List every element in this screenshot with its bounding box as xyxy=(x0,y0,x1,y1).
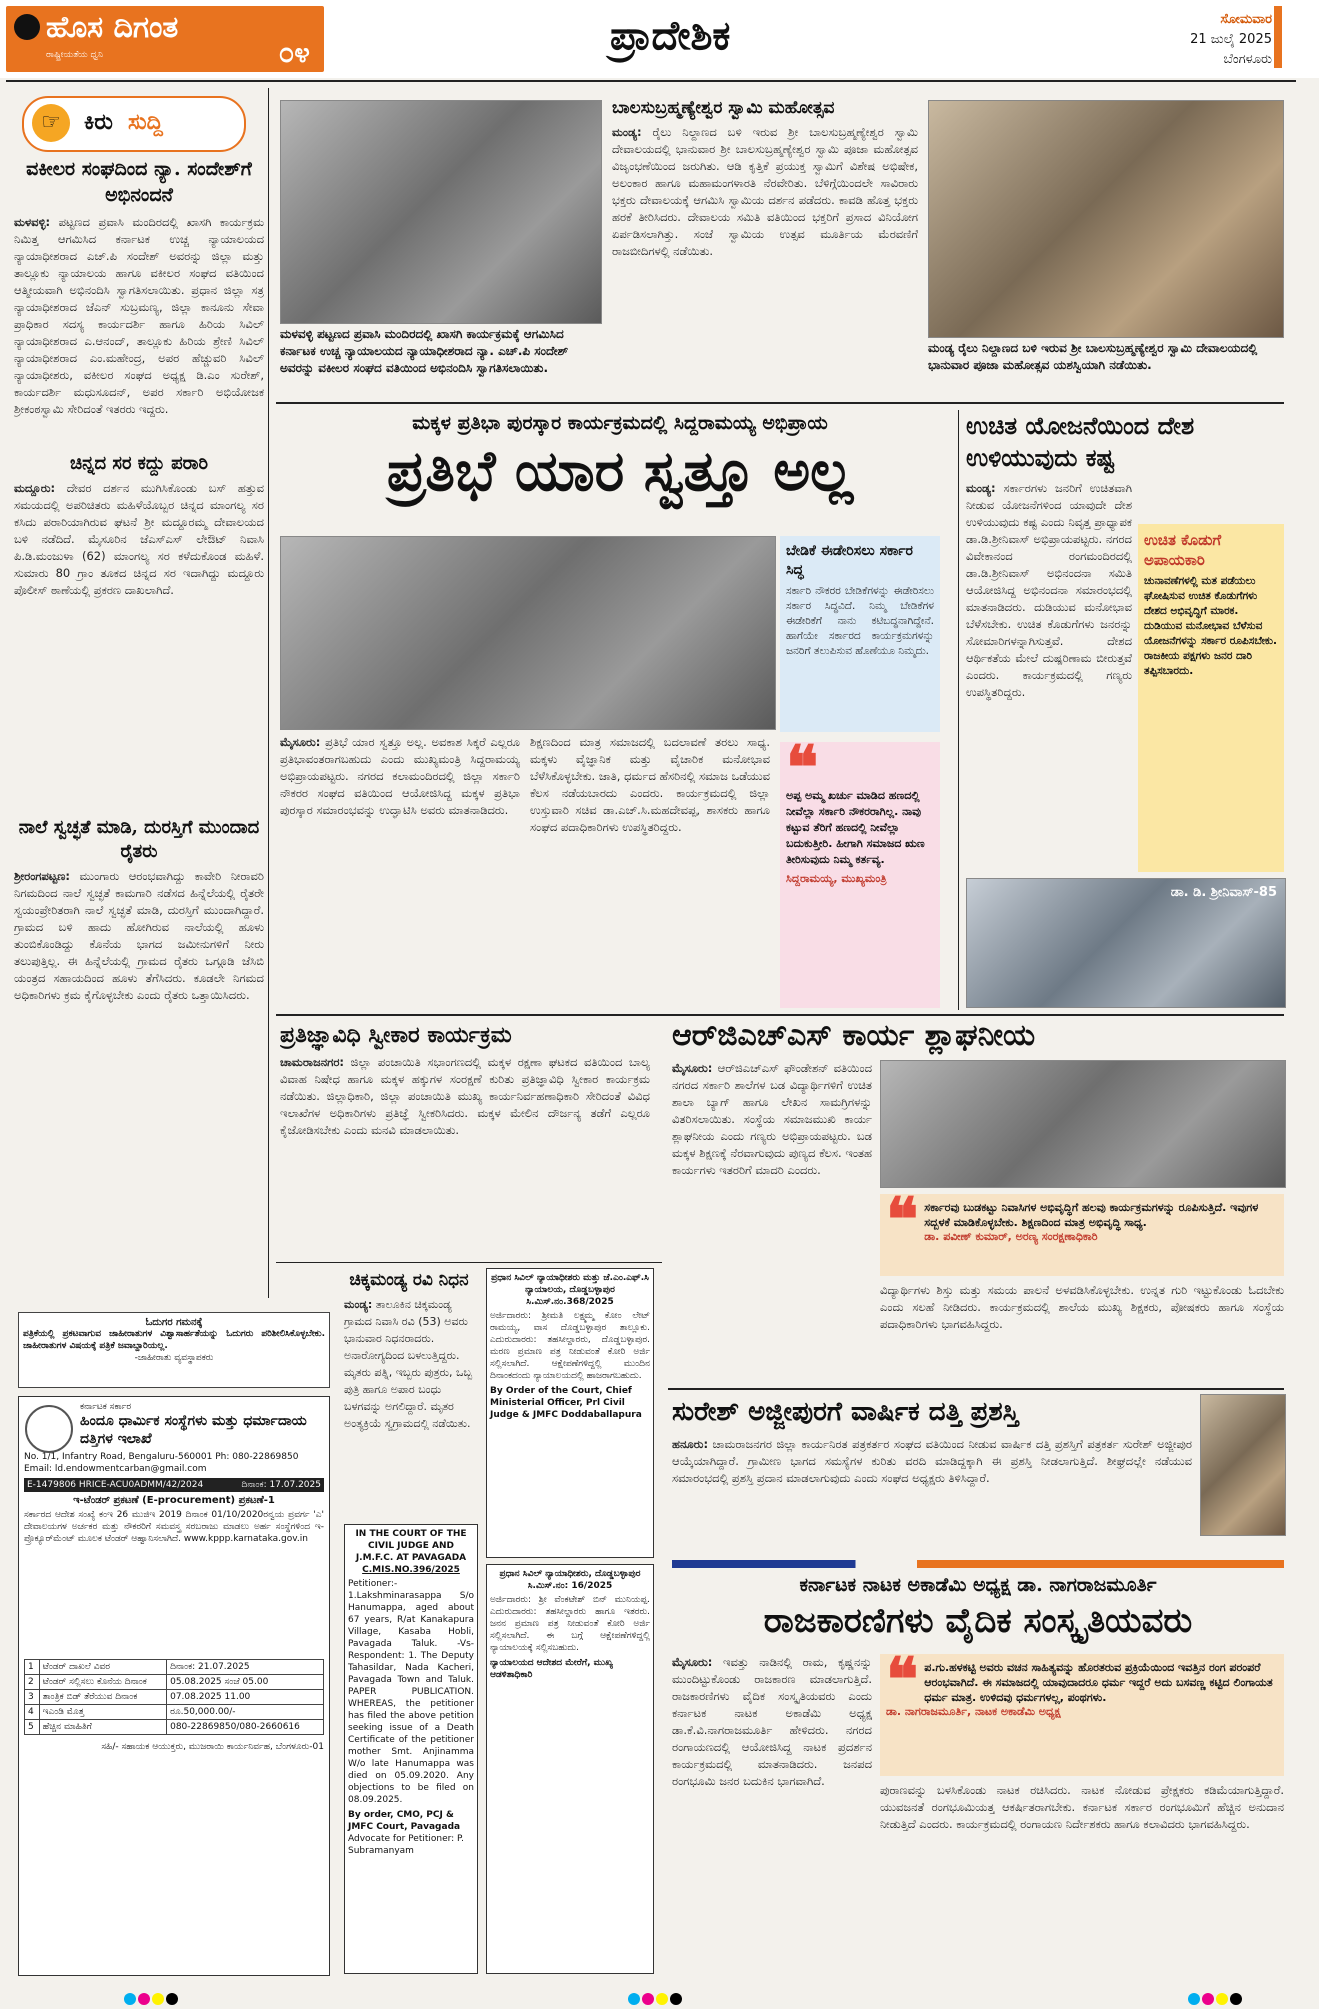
registration-marks-center xyxy=(628,1990,684,2009)
drama-quote-box xyxy=(880,1654,1284,1776)
court3-by: ನ್ಯಾಯಾಲಯದ ಆದೇಶದ ಮೇರೆಗೆ, ಮುಖ್ಯ ಆಡಳಿತಾಧಿಕಾರಿ xyxy=(490,1658,613,1680)
court-text: Petitioner:- 1.Lakshminarasappa S/o Hanumappa, aged about 67 years, R/at Kanakapura Village, Kasaba Hobli, Pavagada Taluk. -Vs- Respondent: 1. The Deputy Tahasildar, Nada Kacheri, Pavagada Town and Taluk. PAPER PUBLICATION. WHEREAS, the petitioner has filed the above petition seeking issue of a Death Certificate of the petitioner mother Smt. Anjinamma W/o late Hanumappa was died on 05.09.2020. Any objections to be filed on 08.09.2025. xyxy=(348,1579,474,1805)
masthead-tagline: ರಾಷ್ಟ್ರೀಯತೆಯ ಧ್ವನಿ xyxy=(46,50,103,60)
left-h2-place: ಮದ್ದೂರು: xyxy=(14,481,56,495)
pledge-text: ಜಿಲ್ಲಾ ಪಂಚಾಯಿತಿ ಸಭಾಂಗಣದಲ್ಲಿ ಮಕ್ಕಳ ರಕ್ಷಣಾ ಘಟಕದ ವತಿಯಿಂದ ಬಾಲ್ಯ ವಿವಾಹ ನಿಷೇಧ ಹಾಗೂ ಮಕ್ಕಳ ಹಕ್ಕುಗಳ ಸಂರಕ್ಷಣೆ ಕುರಿತು ಪ್ರತಿಜ್ಞಾವಿಧಿ ಸ್ವೀಕಾರ ಕಾರ್ಯಕ್ರಮ ನಡೆಯಿತು. ಜಿಲ್ಲಾಧಿಕಾರಿ, ಜಿಲ್ಲಾ ಪಂಚಾಯಿತಿ ಮುಖ್ಯ ಕಾರ್ಯನಿರ್ವಹಣಾಧಿಕಾರಿ ಸೇರಿದಂತೆ ವಿವಿಧ ಇಲಾಖೆಗಳ ಅಧಿಕಾರಿಗಳು ಪ್ರತಿಜ್ಞೆ ಸ್ವೀಕರಿಸಿದರು. ಮಕ್ಕಳ ಮೇಲಿನ ದೌರ್ಜನ್ಯ ತಡೆಗೆ ಎಲ್ಲರೂ ಕೈಜೋಡಿಸಬೇಕು ಎಂದು ಮನವಿ ಮಾಡಲಾಯಿತು. xyxy=(280,1055,650,1137)
lead-kicker: ಮಕ್ಕಳ ಪ್ರತಿಭಾ ಪುರಸ್ಕಾರ ಕಾರ್ಯಕ್ರಮದಲ್ಲಿ ಸಿದ್ದರಾಮಯ್ಯ ಅಭಿಪ್ರಾಯ xyxy=(412,412,828,434)
lead-place: ಮೈಸೂರು: xyxy=(280,735,321,749)
table-cell: ರೂ.50,000.00/- xyxy=(167,1705,324,1720)
quote-icon: ❝ xyxy=(886,1194,919,1255)
dateline-day: ಸೋಮವಾರ xyxy=(1220,12,1272,27)
table-cell: 07.08.2025 11.00 xyxy=(167,1690,324,1705)
photo-suresh xyxy=(1200,1394,1286,1536)
caption-judge: ಮಳವಳ್ಳಿ ಪಟ್ಟಣದ ಪ್ರವಾಸಿ ಮಂದಿರದಲ್ಲಿ ಖಾಸಗಿ ಕಾರ್ಯಕ್ರಮಕ್ಕೆ ಆಗಮಿಸಿದ ಕರ್ನಾಟಕ ಉಚ್ಚ ನ್ಯಾಯಾಲಯದ ನ್ಯಾಯಾಧೀಶರಾದ ನ್ಯಾ. ಎಚ್.ಪಿ ಸಂದೇಶ್ ಅವರನ್ನು ವಕೀಲರ ಸಂಘದ ವತಿಯಿಂದ ಅಭಿನಂದಿಸಿ ಸ್ವಾಗತಿಸಲಾಯಿತು. xyxy=(280,327,569,375)
header-rule xyxy=(6,80,1296,82)
table-cell: 4 xyxy=(25,1705,40,1720)
emblem-icon xyxy=(25,1405,73,1453)
yellow-mark xyxy=(1216,1993,1228,2005)
black-mark xyxy=(166,1993,178,2005)
dateline-city: ಬೆಂಗಳೂರು xyxy=(1223,52,1272,67)
photo-rghs-event xyxy=(880,1060,1286,1188)
table-row xyxy=(25,1660,324,1675)
caption-temple: ಮಂಡ್ಯ ರೈಲು ನಿಲ್ದಾಣದ ಬಳಿ ಇರುವ ಶ್ರೀ ಬಾಲಸುಬ್ರಹ್ಮಣ್ಯೇಶ್ವರ ಸ್ವಾಮಿ ದೇವಾಲಯದಲ್ಲಿ ಭಾನುವಾರ ಪೂಜಾ ಮಹೋತ್ಸವ ಯಶಸ್ವಿಯಾಗಿ ನಡೆಯಿತು. xyxy=(928,341,1258,372)
table-cell: 5 xyxy=(25,1720,40,1735)
lead-text2: ಶಿಕ್ಷಣದಿಂದ ಮಾತ್ರ ಸಮಾಜದಲ್ಲಿ ಬದಲಾವಣೆ ತರಲು ಸಾಧ್ಯ. ಮಕ್ಕಳು ವೈಜ್ಞಾನಿಕ ಮತ್ತು ವೈಚಾರಿಕ ಮನೋಭಾವ ಬೆಳೆಸಿಕೊಳ್ಳಬೇಕು. ಜಾತಿ, ಧರ್ಮದ ಹೆಸರಿನಲ್ಲಿ ಸಮಾಜ ಒಡೆಯುವ ಕೆಲಸ ನಡೆಯಬಾರದು ಎಂದರು. ಕಾರ್ಯಕ್ರಮದಲ್ಲಿ ಜಿಲ್ಲಾ ಉಸ್ತುವಾರಿ ಸಚಿವ ಡಾ.ಎಚ್.ಸಿ.ಮಹದೇವಪ್ಪ, ಶಾಸಕರು ಹಾಗೂ ಸಂಘದ ಪದಾಧಿಕಾರಿಗಳು ಉಪಸ್ಥಿತರಿದ್ದರು. xyxy=(530,735,770,834)
lead-text1: ಪ್ರತಿಭೆ ಯಾರ ಸ್ವತ್ತೂ ಅಲ್ಲ. ಅವಕಾಶ ಸಿಕ್ಕರೆ ಎಲ್ಲರೂ ಪ್ರತಿಭಾವಂತರಾಗಬಹುದು ಎಂದು ಮುಖ್ಯಮಂತ್ರಿ ಸಿದ್ದರಾಮಯ್ಯ ಅಭಿಪ್ರಾಯಪಟ್ಟರು. ನಗರದ ಕಲಾಮಂದಿರದಲ್ಲಿ ಜಿಲ್ಲಾ ಸರ್ಕಾರಿ ನೌಕರರ ಸಂಘದ ವತಿಯಿಂದ ಆಯೋಜಿಸಿದ್ದ ಮಕ್ಕಳ ಪ್ರತಿಭಾ ಪುರಸ್ಕಾರ ಸಮಾರಂಭವನ್ನು ಉದ್ಘಾಟಿಸಿ ಅವರು ಮಾತನಾಡಿದರು. xyxy=(280,735,520,817)
section-title: ಪ್ರಾದೇಶಿಕ xyxy=(610,12,731,59)
magenta-mark xyxy=(138,1993,150,2005)
award-place: ಹನೂರು: xyxy=(672,1437,709,1451)
registration-marks-right xyxy=(1188,1990,1244,2009)
logo-icon xyxy=(14,14,40,40)
drama-headline: ರಾಜಕಾರಣಿಗಳು ವೈದಿಕ ಸಂಸ್ಕೃತಿಯವರು xyxy=(763,1601,1193,1641)
ad-gov: ಕರ್ನಾಟಕ ಸರ್ಕಾರ xyxy=(80,1402,132,1412)
court2-by: By Order of the Court, Chief Ministerial Officer, Prl Civil Judge & JMFC Doddaballapura xyxy=(490,1386,642,1420)
table-cell: ಹೆಚ್ಚಿನ ಮಾಹಿತಿಗೆ xyxy=(39,1720,167,1735)
drama-quote: ಪ.ಗು.ಹಳಕಟ್ಟಿ ಅವರು ವಚನ ಸಾಹಿತ್ಯವನ್ನು ಹೊರತರುವ ಪ್ರಕ್ರಿಯೆಯಿಂದ ಇವತ್ತಿನ ರಂಗ ಪರಂಪರೆ ಆರಂಭವಾಗಿದೆ. ಈ ಸಮಾಜದಲ್ಲಿ ಯಾವುದಾದರೂ ಧರ್ಮ ಇದ್ದರೆ ಅದು ಬಸವಣ್ಣ ಕಟ್ಟಿದ ಲಿಂಗಾಯತ ಧರ್ಮ ಮಾತ್ರ. ಉಳಿದವು ಧರ್ಮಗಳಲ್ಲ, ಪಂಥಗಳು. xyxy=(924,1661,1273,1704)
lead-quote: ಅಪ್ಪ ಅಮ್ಮ ಖರ್ಚು ಮಾಡಿದ ಹಣದಲ್ಲಿ ನೀವೆಲ್ಲಾ ಸರ್ಕಾರಿ ನೌಕರರಾಗಿಲ್ಲ. ನಾವು ಕಟ್ಟುವ ತೆರಿಗೆ ಹಣದಲ್ಲಿ ನೀವೆಲ್ಲಾ ಬದುಕುತ್ತೀರಿ. ಹೀಗಾಗಿ ಸಮಾಜದ ಋಣ ತೀರಿಸುವುದು ನಿಮ್ಮ ಕರ್ತವ್ಯ. xyxy=(786,789,925,866)
court-adv: Advocate for Petitioner: P. Subramanyam xyxy=(348,1834,464,1856)
notice-text: ಪತ್ರಿಕೆಯಲ್ಲಿ ಪ್ರಕಟವಾಗುವ ಜಾಹೀರಾತುಗಳ ವಿಶ್ವಾಸಾರ್ಹತೆಯನ್ನು ಓದುಗರು ಪರಿಶೀಲಿಸಿಕೊಳ್ಳಬೇಕು. ಜಾಹೀರಾತುಗಳ ವಿಷಯಕ್ಕೆ ಪತ್ರಿಕೆ ಜವಾಬ್ದಾರಿಯಲ್ಲ. xyxy=(23,1329,325,1351)
court-by: By order, CMO, PCJ & JMFC Court, Pavagada xyxy=(348,1810,461,1832)
story-pledge xyxy=(280,1020,650,1256)
rghs-text2: ವಿದ್ಯಾರ್ಥಿಗಳು ಶಿಸ್ತು ಮತ್ತು ಸಮಯ ಪಾಲನೆ ಅಳವಡಿಸಿಕೊಳ್ಳಬೇಕು. ಉನ್ನತ ಗುರಿ ಇಟ್ಟುಕೊಂಡು ಓದಬೇಕು ಎಂದು ಸಲಹೆ ನೀಡಿದರು. ಕಾರ್ಯಕ್ರಮದಲ್ಲಿ ಶಾಲೆಯ ಮುಖ್ಯ ಶಿಕ್ಷಕರು, ಪೋಷಕರು ಹಾಗೂ ಸಂಸ್ಥೆಯ ಪದಾಧಿಕಾರಿಗಳು ಭಾಗವಹಿಸಿದ್ದರು. xyxy=(880,1283,1284,1331)
award-headline: ಸುರೇಶ್ ಅಜ್ಜೀಪುರಗೆ ವಾರ್ಷಿಕ ದತ್ತಿ ಪ್ರಶಸ್ತಿ xyxy=(672,1397,1019,1427)
lead-headline: ಪ್ರತಿಭೆ ಯಾರ ಸ್ವತ್ತೂ ಅಲ್ಲ xyxy=(386,438,854,504)
hand-icon: ☞ xyxy=(32,104,70,142)
rghs-headline: ಆರ್‌ಜಿಎಚ್‌ಎಸ್ ಕಾರ್ಯ ಶ್ಲಾಘನೀಯ xyxy=(672,1018,1036,1053)
ad-subtitle: ಇ-ಟೆಂಡರ್ ಪ್ರಕಟಣೆ (E-procurement) ಪ್ರಕಟಣೆ-1 xyxy=(73,1495,275,1506)
court3-case: ಸಿ.ಮಿಸ್.ನಂ: 16/2025 xyxy=(527,1581,613,1591)
court-notice-2 xyxy=(486,1268,654,1558)
kirusuddi-label-a: ಕಿರು xyxy=(84,110,113,135)
obit-place: ಮಂಡ್ಯ: xyxy=(344,1298,373,1311)
photo-temple-pooja xyxy=(928,100,1284,338)
table-cell: ಇಎಂಡಿ ಮೊತ್ತ xyxy=(39,1705,167,1720)
magenta-mark xyxy=(642,1993,654,2005)
table-cell: ಟೆಂಡರ್ ದಾಖಲೆ ವಿವರ xyxy=(39,1660,167,1675)
table-row xyxy=(25,1720,324,1735)
column-rule-2 xyxy=(958,410,959,1010)
yellow-mark xyxy=(152,1993,164,2005)
cyan-mark xyxy=(628,1993,640,2005)
ad-refbar xyxy=(24,1478,324,1492)
award-body: ಚಾಮರಾಜನಗರ ಜಿಲ್ಲಾ ಕಾರ್ಯನಿರತ ಪತ್ರಕರ್ತರ ಸಂಘದ ವತಿಯಿಂದ ನೀಡುವ ವಾರ್ಷಿಕ ದತ್ತಿ ಪ್ರಶಸ್ತಿಗೆ ಪತ್ರಕರ್ತ ಸುರೇಶ್ ಅಜ್ಜೀಪುರ ಆಯ್ಕೆಯಾಗಿದ್ದಾರೆ. ಗ್ರಾಮೀಣ ಭಾಗದ ಸಮಸ್ಯೆಗಳ ಕುರಿತು ವರದಿ ಮಾಡಿದ್ದಕ್ಕಾಗಿ ಈ ಪ್ರಶಸ್ತಿ ನೀಡಲಾಗುತ್ತಿದೆ. ಶೀಘ್ರದಲ್ಲೇ ನಡೆಯುವ ಸಮಾರಂಭದಲ್ಲಿ ಪ್ರಶಸ್ತಿ ಪ್ರದಾನ ಮಾಡಲಾಗುವುದು ಎಂದು ಸಂಘದ ಅಧ್ಯಕ್ಷರು ತಿಳಿಸಿದ್ದಾರೆ. xyxy=(672,1437,1192,1485)
left-headline-1: ವಕೀಲರ ಸಂಘದಿಂದ ನ್ಯಾ. ಸಂದೇಶ್‌ಗೆ ಅಭಿನಂದನೆ xyxy=(26,158,252,206)
award-rule xyxy=(668,1388,1284,1390)
photo-label: ಡಾ. ಡಿ. ಶ್ರೀನಿವಾಸ್-85 xyxy=(1170,885,1277,900)
table-cell: 1 xyxy=(25,1660,40,1675)
right-headline: ಉಚಿತ ಯೋಜನೆಯಿಂದ ದೇಶ ಉಳಿಯುವುದು ಕಷ್ಟ xyxy=(966,411,1195,472)
court3-title: ಪ್ರಧಾನ ಸಿವಿಲ್ ನ್ಯಾಯಾಧೀಶರು, ದೊಡ್ಡಬಳ್ಳಾಪುರ xyxy=(499,1569,641,1579)
photo-award-ceremony xyxy=(280,536,776,730)
pledge-place: ಚಾಮರಾಜನಗರ: xyxy=(280,1055,345,1069)
table-cell: 05.08.2025 ಸಂಜೆ 05.00 xyxy=(167,1675,324,1690)
obit-rule xyxy=(276,1262,662,1263)
rghs-quote-by: ಡಾ. ಪವೀಣ್ ಕುಮಾರ್, ಅರಣ್ಯ ಸಂರಕ್ಷಣಾಧಿಕಾರಿ xyxy=(924,1230,1098,1243)
obit-headline: ಚಿಕ್ಕಮಂಡ್ಯ ರವಿ ನಿಧನ xyxy=(349,1270,469,1290)
dateline-date: 21 ಜುಲೈ 2025 xyxy=(1190,32,1272,47)
table-cell: 080-22869850/080-2660616 xyxy=(167,1720,324,1735)
masthead xyxy=(6,6,324,72)
story-obit xyxy=(344,1268,474,1518)
table-cell: 2 xyxy=(25,1675,40,1690)
drama-quote-by: ಡಾ. ನಾಗರಾಜಮೂರ್ತಿ, ನಾಟಕ ಅಕಾಡೆಮಿ ಅಧ್ಯಕ್ಷ xyxy=(886,1705,1061,1718)
magenta-mark xyxy=(1202,1993,1214,2005)
yellow-box xyxy=(1138,524,1284,872)
obit-text: ತಾಲೂಕಿನ ಚಿಕ್ಕಮಂಡ್ಯ ಗ್ರಾಮದ ನಿವಾಸಿ ರವಿ (53) ಅವರು ಭಾನುವಾರ ನಿಧನರಾದರು. ಅನಾರೋಗ್ಯದಿಂದ ಬಳಲುತ್ತಿದ್ದರು. ಮೃತರು ಪತ್ನಿ, ಇಬ್ಬರು ಪುತ್ರರು, ಒಬ್ಬ ಪುತ್ರಿ ಹಾಗೂ ಅಪಾರ ಬಂಧು ಬಳಗವನ್ನು ಅಗಲಿದ್ದಾರೆ. ಮೃತರ ಅಂತ್ಯಕ್ರಿಯೆ ಸ್ವಗ್ರಾಮದಲ್ಲಿ ನಡೆಯಿತು. xyxy=(344,1298,473,1430)
table-row xyxy=(25,1690,324,1705)
blue-box-text: ಸರ್ಕಾರಿ ನೌಕರರ ಬೇಡಿಕೆಗಳನ್ನು ಈಡೇರಿಸಲು ಸರ್ಕಾರ ಸಿದ್ಧವಿದೆ. ನಿಮ್ಮ ಬೇಡಿಕೆಗಳ ಈಡೇರಿಕೆಗೆ ನಾನು ಕಟಿಬದ್ಧನಾಗಿದ್ದೇನೆ. ಹಾಗೆಯೇ ಸರ್ಕಾರದ ಕಾರ್ಯಕ್ರಮಗಳನ್ನು ಜನರಿಗೆ ತಲುಪಿಸುವ ಹೊಣೆಯೂ ನಿಮ್ಮದು. xyxy=(786,585,934,657)
drama-text1 xyxy=(672,1654,872,1974)
photo-judge-felicitation xyxy=(280,100,602,324)
dateline xyxy=(1106,10,1272,70)
drama-text2: ಪುರಾಣವನ್ನು ಬಳಸಿಕೊಂಡು ನಾಟಕ ರಚಿಸಿದರು. ನಾಟಕ ನೋಡುವ ಪ್ರೇಕ್ಷಕರು ಕಡಿಮೆಯಾಗುತ್ತಿದ್ದಾರೆ. ಯುವಜನತೆ ರಂಗಭೂಮಿಯತ್ತ ಆಕರ್ಷಿತರಾಗಬೇಕು. ಕರ್ನಾಟಕ ಸರ್ಕಾರ ರಂಗಭೂಮಿಗೆ ಹೆಚ್ಚಿನ ಅನುದಾನ ನೀಡುತ್ತಿದೆ ಎಂದರು. ಕಾರ್ಯಕ್ರಮದಲ್ಲಿ ರಂಗಾಯಣ ನಿರ್ದೇಶಕರು ಹಾಗೂ ಕಲಾವಿದರು ಭಾಗವಹಿಸಿದ್ದರು. xyxy=(880,1783,1284,1831)
cyan-mark xyxy=(124,1993,136,2005)
ad-table xyxy=(24,1659,324,1735)
masthead-title: ಹೊಸ ದಿಗಂತ xyxy=(46,10,179,45)
accent-bar xyxy=(1274,6,1282,68)
rghs-quote: ಸರ್ಕಾರವು ಬುಡಕಟ್ಟು ನಿವಾಸಿಗಳ ಅಭಿವೃದ್ಧಿಗೆ ಹಲವು ಕಾರ್ಯಕ್ರಮಗಳನ್ನು ರೂಪಿಸುತ್ತಿದೆ. ಇವುಗಳ ಸದ್ಬಳಕೆ ಮಾಡಿಕೊಳ್ಳಬೇಕು. ಶಿಕ್ಷಣದಿಂದ ಮಾತ್ರ ಅಭಿವೃದ್ಧಿ ಸಾಧ್ಯ. xyxy=(924,1201,1259,1229)
ad-address: No. 1/1, Infantry Road, Bengaluru-560001 Ph: 080-22869850 Email: ld.endowmentcarban@gmail.com xyxy=(24,1452,299,1474)
rghs-place: ಮೈಸೂರು: xyxy=(672,1061,713,1075)
ad-body: ಸರ್ಕಾರದ ಆದೇಶ ಸಂಖ್ಯೆ ಕಂಇ 26 ಮುಜಿಇ 2019 ದಿನಾಂಕ 01/10/2020ರನ್ವಯ ಪ್ರವರ್ಗ 'ಎ' ದೇವಾಲಯಗಳ ಅರ್ಚಕರ ಮತ್ತು ನೌಕರರಿಗೆ ಸಮವಸ್ತ್ರ ಸರಬರಾಜು ಮಾಡಲು ಅರ್ಹ ಸಂಸ್ಥೆಗಳಿಂದ ಇ-ಪ್ರೊಕ್ಯೂರ್‌ಮೆಂಟ್ ಮೂಲಕ ಟೆಂಡರ್ ಆಹ್ವಾನಿಸಲಾಗಿದೆ. www.kppp.karnataka.gov.in xyxy=(24,1510,324,1544)
left-headline-3: ನಾಲೆ ಸ್ವಚ್ಛತೆ ಮಾಡಿ, ದುರಸ್ತಿಗೆ ಮುಂದಾದ ರೈತರು xyxy=(18,817,260,862)
kirusuddi-badge xyxy=(22,96,246,152)
table-cell: 3 xyxy=(25,1690,40,1705)
yellow-box-title: ಉಚಿತ ಕೊಡುಗೆ ಅಪಾಯಕಾರಿ xyxy=(1144,531,1222,569)
rghs-body: ಆರ್‌ಜಿಎಚ್‌ಎಸ್ ಫೌಂಡೇಶನ್ ವತಿಯಿಂದ ನಗರದ ಸರ್ಕಾರಿ ಶಾಲೆಗಳ ಬಡ ವಿದ್ಯಾರ್ಥಿಗಳಿಗೆ ಉಚಿತ ಶಾಲಾ ಬ್ಯಾಗ್ ಹಾಗೂ ಲೇಖನ ಸಾಮಗ್ರಿಗಳನ್ನು ವಿತರಿಸಲಾಯಿತು. ಸಂಸ್ಥೆಯ ಸಮಾಜಮುಖಿ ಕಾರ್ಯ ಶ್ಲಾಘನೀಯ ಎಂದು ಗಣ್ಯರು ಅಭಿಪ್ರಾಯಪಟ್ಟರು. ಬಡ ಮಕ್ಕಳ ಶಿಕ್ಷಣಕ್ಕೆ ನೆರವಾಗುವುದು ಪುಣ್ಯದ ಕೆಲಸ. ಇಂತಹ ಕಾರ್ಯಗಳು ಇತರರಿಗೆ ಮಾದರಿ ಎಂದರು. xyxy=(672,1061,872,1177)
notice-sign: -ಜಾಹೀರಾತು ವ್ಯವಸ್ಥಾಪಕರು xyxy=(134,1353,214,1363)
court2-text: ಅರ್ಜಿದಾರರು: ಶ್ರೀಮತಿ ಲಕ್ಷ್ಮಮ್ಮ ಕೋಂ ಲೇಟ್ ರಾಮಯ್ಯ, ವಾಸ ದೊಡ್ಡಬಳ್ಳಾಪುರ ತಾಲ್ಲೂಕು. ಎದುರುದಾರರು: ತಹಸೀಲ್ದಾರರು, ದೊಡ್ಡಬಳ್ಳಾಪುರ. ಮರಣ ಪ್ರಮಾಣ ಪತ್ರ ನೀಡುವಂತೆ ಕೋರಿ ಅರ್ಜಿ ಸಲ್ಲಿಸಲಾಗಿದೆ. ಆಕ್ಷೇಪಣೆಗಳಿದ್ದಲ್ಲಿ ಮುಂದಿನ ದಿನಾಂಕದಂದು ನ್ಯಾಯಾಲಯದಲ್ಲಿ ಹಾಜರಾಗಬಹುದು. xyxy=(490,1311,650,1381)
cyan-mark xyxy=(1188,1993,1200,2005)
ad-footer: ಸಹಿ/- ಸಹಾಯಕ ಆಯುಕ್ತರು, ಮುಜರಾಯಿ ಕಾರ್ಯನಿರ್ವಹ, ಬೆಂಗಳೂರು-01 xyxy=(101,1742,324,1752)
black-mark xyxy=(1230,1993,1242,2005)
quote-icon: ❝ xyxy=(786,742,819,803)
bala-text: ರೈಲು ನಿಲ್ದಾಣದ ಬಳಿ ಇರುವ ಶ್ರೀ ಬಾಲಸುಬ್ರಹ್ಮಣ್ಯೇಶ್ವರ ಸ್ವಾಮಿ ದೇವಾಲಯದಲ್ಲಿ ಭಾನುವಾರ ಶ್ರೀ ಬಾಲಸುಬ್ರಹ್ಮಣ್ಯೇಶ್ವರ ಸ್ವಾಮಿ ಪೂಜಾ ಮಹೋತ್ಸವ ವಿಜೃಂಭಣೆಯಿಂದ ಜರುಗಿತು. ಆಡಿ ಕೃತ್ತಿಕೆ ಪ್ರಯುಕ್ತ ಸ್ವಾಮಿಗೆ ವಿಶೇಷ ಅಭಿಷೇಕ, ಅಲಂಕಾರ ಹಾಗೂ ಮಹಾಮಂಗಳಾರತಿ ನೆರವೇರಿತು. ಬೆಳಿಗ್ಗೆಯಿಂದಲೇ ಸಾವಿರಾರು ಭಕ್ತರು ದೇವಾಲಯಕ್ಕೆ ಆಗಮಿಸಿ ಸ್ವಾಮಿಯ ದರ್ಶನ ಪಡೆದರು. ಕಾವಡಿ ಹೊತ್ತ ಭಕ್ತರು ಹರಕೆ ತೀರಿಸಿದರು. ದೇವಾಲಯ ಸಮಿತಿ ವತಿಯಿಂದ ಭಕ್ತರಿಗೆ ಪ್ರಸಾದ ವಿನಿಯೋಗ ಏರ್ಪಡಿಸಲಾಗಿತ್ತು. ಸಂಜೆ ಸ್ವಾಮಿಯ ಉತ್ಸವ ಮೂರ್ತಿಯ ಮೆರವಣಿಗೆ ರಾಜಬೀದಿಗಳಲ್ಲಿ ನಡೆಯಿತು. xyxy=(612,125,918,258)
court-case: C.MIS.NO.396/2025 xyxy=(362,1565,460,1575)
left-h1-text: ಪಟ್ಟಣದ ಪ್ರವಾಸಿ ಮಂದಿರದಲ್ಲಿ ಖಾಸಗಿ ಕಾರ್ಯಕ್ರಮ ನಿಮಿತ್ತ ಆಗಮಿಸಿದ ಕರ್ನಾಟಕ ಉಚ್ಚ ನ್ಯಾಯಾಲಯದ ನ್ಯಾಯಾಧೀಶರಾದ ಎಚ್.ಪಿ ಸಂದೇಶ್ ಅವರನ್ನು ಜಿಲ್ಲಾ ಮತ್ತು ತಾಲ್ಲೂಕು ನ್ಯಾಯಾಲಯ ಹಾಗೂ ವಕೀಲರ ಸಂಘದ ವತಿಯಿಂದ ಆತ್ಮೀಯವಾಗಿ ಅಭಿನಂದಿಸಿ ಸ್ವಾಗತಿಸಲಾಯಿತು. ಪ್ರಧಾನ ಜಿಲ್ಲಾ ಸತ್ರ ನ್ಯಾಯಾಧೀಶರಾದ ಜೆಎನ್ ಸುಬ್ರಮಣ್ಯ, ಜಿಲ್ಲಾ ಕಾನೂನು ಸೇವಾ ಪ್ರಾಧಿಕಾರ ಸದಸ್ಯ ಕಾರ್ಯದರ್ಶಿ ಹಾಗೂ ಹಿರಿಯ ಸಿವಿಲ್ ನ್ಯಾಯಾಧೀಶರಾದ ಎ.ಆನಂದ್, ತಾಲ್ಲೂಕು ಹಿರಿಯ ಶ್ರೇಣಿ ಸಿವಿಲ್ ನ್ಯಾಯಾಧೀಶರಾದ ಎಂ.ಮಹೇಂದ್ರ, ಅಪರ ಹೆಚ್ಚುವರಿ ಸಿವಿಲ್ ನ್ಯಾಯಾಧೀಶರು, ವಕೀಲರ ಸಂಘದ ಅಧ್ಯಕ್ಷ ಡಿ.ಎಂ ಸುರೇಶ್, ಕಾರ್ಯದರ್ಶಿ ಮಧುಸೂದನ್, ಅಪರ ಸರ್ಕಾರಿ ಅಭಿಯೋಜಕ ಶ್ರೀಕಂಠಸ್ವಾಮಿ ಸೇರಿದಂತೆ ಇತರರು ಇದ್ದರು. xyxy=(14,215,264,416)
column-rule xyxy=(268,88,269,1298)
drama-kicker: ಕರ್ನಾಟಕ ನಾಟಕ ಅಕಾಡೆಮಿ ಅಧ್ಯಕ್ಷ ಡಾ. ನಾಗರಾಜಮೂರ್ತಿ xyxy=(799,1574,1157,1596)
right-body: ಸರ್ಕಾರಗಳು ಜನರಿಗೆ ಉಚಿತವಾಗಿ ನೀಡುವ ಯೋಜನೆಗಳಿಂದ ಯಾವುದೇ ದೇಶ ಉಳಿಯುವುದು ಕಷ್ಟ ಎಂದು ನಿವೃತ್ತ ಪ್ರಾಧ್ಯಾಪಕ ಡಾ.ಡಿ.ಶ್ರೀನಿವಾಸ್ ಅಭಿಪ್ರಾಯಪಟ್ಟರು. ನಗರದ ವಿವೇಕಾನಂದ ರಂಗಮಂದಿರದಲ್ಲಿ ಡಾ.ಡಿ.ಶ್ರೀನಿವಾಸ್ ಅಭಿನಂದನಾ ಸಮಿತಿ ಆಯೋಜಿಸಿದ್ದ ಅಭಿನಂದನಾ ಸಮಾರಂಭದಲ್ಲಿ ಮಾತನಾಡಿದರು. ದುಡಿಯುವ ಮನೋಭಾವ ಬೆಳೆಸಬೇಕು. ಉಚಿತ ಕೊಡುಗೆಗಳು ಜನರನ್ನು ಸೋಮಾರಿಗಳನ್ನಾಗಿಸುತ್ತವೆ. ದೇಶದ ಆರ್ಥಿಕತೆಯ ಮೇಲೆ ದುಷ್ಪರಿಣಾಮ ಬೀರುತ್ತವೆ ಎಂದರು. ಕಾರ್ಯಕ್ರಮದಲ್ಲಿ ಗಣ್ಯರು ಉಪಸ್ಥಿತರಿದ್ದರು. xyxy=(966,481,1132,699)
black-mark xyxy=(670,1993,682,2005)
court-notice-3 xyxy=(486,1564,654,1974)
bala-place: ಮಂಡ್ಯ: xyxy=(612,125,642,139)
story-balasubrahmanya xyxy=(612,96,918,396)
left-headline-2: ಚಿನ್ನದ ಸರ ಕದ್ದು ಪರಾರಿ xyxy=(69,453,209,474)
drama-place: ಮೈಸೂರು: xyxy=(672,1655,713,1669)
court-title: IN THE COURT OF THE CIVIL JUDGE AND J.M.F.C. AT PAVAGADA xyxy=(355,1529,467,1563)
page-number: ೦೪ xyxy=(278,36,310,69)
ad-ref: E-1479806 HRICE-ACU0ADMM/42/2024 xyxy=(27,1480,204,1490)
table-row xyxy=(25,1675,324,1690)
left-h1-place: ಮಳವಳ್ಳಿ: xyxy=(14,215,51,229)
left-h3-text: ಮುಂಗಾರು ಆರಂಭವಾಗಿದ್ದು ಕಾವೇರಿ ನೀರಾವರಿ ನಿಗಮದಿಂದ ನಾಲೆ ಸ್ವಚ್ಛತೆ ಕಾಮಗಾರಿ ನಡೆಸದ ಹಿನ್ನೆಲೆಯಲ್ಲಿ ರೈತರೇ ಸ್ವಯಂಪ್ರೇರಿತರಾಗಿ ನಾಲೆ ಸ್ವಚ್ಛತೆ ಮಾಡಿ, ದುರಸ್ತಿಗೆ ಮುಂದಾಗಿದ್ದಾರೆ. ಗ್ರಾಮದ ಬಳಿ ಹಾದು ಹೋಗಿರುವ ನಾಲೆಯಲ್ಲಿ ಹೂಳು ತುಂಬಿಕೊಂಡಿದ್ದು ಕೊನೆಯ ಭಾಗದ ಜಮೀನುಗಳಿಗೆ ನೀರು ತಲುಪುತ್ತಿಲ್ಲ. ಈ ಹಿನ್ನೆಲೆಯಲ್ಲಿ ಗ್ರಾಮದ ರೈತರು ಒಗ್ಗೂಡಿ ಜೆಸಿಬಿ ಯಂತ್ರದ ಸಹಾಯದಿಂದ ಹೂಳು ತೆಗೆಸಿದರು. ಕೂಡಲೇ ನಿಗಮದ ಅಧಿಕಾರಿಗಳು ಕ್ರಮ ಕೈಗೊಳ್ಳಬೇಕು ಎಂದು ರೈತರು ಒತ್ತಾಯಿಸಿದರು. xyxy=(14,869,264,1002)
rghs-quote-box xyxy=(880,1194,1284,1276)
court-notice-pavagada xyxy=(344,1524,478,1974)
left-h3-place: ಶ್ರೀರಂಗಪಟ್ಟಣ: xyxy=(14,869,70,883)
ad-dated: ದಿನಾಂಕ: 17.07.2025 xyxy=(241,1480,321,1490)
court3-text: ಅರ್ಜಿದಾರರು: ಶ್ರೀ ವೆಂಕಟೇಶ್ ಬಿನ್ ಮುನಿಯಪ್ಪ. ಎದುರುದಾರರು: ತಹಸೀಲ್ದಾರರು ಹಾಗೂ ಇತರರು. ಜನನ ಪ್ರಮಾಣ ಪತ್ರ ನೀಡುವಂತೆ ಕೋರಿ ಅರ್ಜಿ ಸಲ್ಲಿಸಲಾಗಿದೆ. ಈ ಬಗ್ಗೆ ಆಕ್ಷೇಪಣೆಗಳಿದ್ದಲ್ಲಿ ನ್ಯಾಯಾಲಯಕ್ಕೆ ಸಲ್ಲಿಸಬಹುದು. xyxy=(490,1595,650,1653)
drama-rule xyxy=(672,1560,1284,1568)
section-rule xyxy=(276,402,1284,404)
reader-notice xyxy=(18,1312,330,1388)
left-h2-text: ದೇವರ ದರ್ಶನ ಮುಗಿಸಿಕೊಂಡು ಬಸ್ ಹತ್ತುವ ಸಮಯದಲ್ಲಿ ಅಪರಿಚಿತರು ಮಹಿಳೆಯೊಬ್ಬರ ಚಿನ್ನದ ಮಾಂಗಲ್ಯ ಸರ ಕಸಿದು ಪರಾರಿಯಾಗಿರುವ ಘಟನೆ ಶ್ರೀ ಮದ್ದೂರಮ್ಮ ದೇವಾಲಯದ ಬಳಿ ನಡೆದಿದೆ. ಮೈಸೂರಿನ ಜೆಎಸ್‌ಎಸ್ ಲೇಔಟ್ ನಿವಾಸಿ ಪಿ.ಡಿ.ಮಂಜುಳಾ (62) ಮಾಂಗಲ್ಯ ಸರ ಕಳೆದುಕೊಂಡ ಮಹಿಳೆ. ಸುಮಾರು 80 ಗ್ರಾಂ ತೂಕದ ಚಿನ್ನದ ಸರ ಇದಾಗಿದ್ದು ಮದ್ದೂರು ಪೊಲೀಸ್ ಠಾಣೆಯಲ್ಲಿ ಪ್ರಕರಣ ದಾಖಲಾಗಿದೆ. xyxy=(14,481,264,597)
bala-headline: ಬಾಲಸುಬ್ರಹ್ಮಣ್ಯೇಶ್ವರ ಸ್ವಾಮಿ ಮಹೋತ್ಸವ xyxy=(612,98,835,118)
table-cell: ತಾಂತ್ರಿಕ ಬಿಡ್ ತೆರೆಯುವ ದಿನಾಂಕ xyxy=(39,1690,167,1705)
yellow-box-text: ಚುನಾವಣೆಗಳಲ್ಲಿ ಮತ ಪಡೆಯಲು ಘೋಷಿಸುವ ಉಚಿತ ಕೊಡುಗೆಗಳು ದೇಶದ ಅಭಿವೃದ್ಧಿಗೆ ಮಾರಕ. ದುಡಿಯುವ ಮನೋಭಾವ ಬೆಳೆಸುವ ಯೋಜನೆಗಳನ್ನು ಸರ್ಕಾರ ರೂಪಿಸಬೇಕು. ರಾಜಕೀಯ ಪಕ್ಷಗಳು ಜನರ ದಾರಿ ತಪ್ಪಿಸಬಾರದು. xyxy=(1144,575,1277,677)
court2-title: ಪ್ರಧಾನ ಸಿವಿಲ್ ನ್ಯಾಯಾಧೀಶರು ಮತ್ತು ಜೆ.ಎಂ.ಎಫ್.ಸಿ ನ್ಯಾಯಾಲಯ, ದೊಡ್ಡಬಳ್ಳಾಪುರ xyxy=(491,1273,649,1295)
registration-marks-left xyxy=(124,1990,180,2009)
notice-title: ಓದುಗರ ಗಮನಕ್ಕೆ xyxy=(145,1317,203,1328)
lead-text-col1 xyxy=(280,734,520,1014)
pledge-headline: ಪ್ರತಿಜ್ಞಾವಿಧಿ ಸ್ವೀಕಾರ ಕಾರ್ಯಕ್ರಮ xyxy=(280,1022,512,1048)
yellow-mark xyxy=(656,1993,668,2005)
right-place: ಮಂಡ್ಯ: xyxy=(966,481,996,495)
photo-srinivas-felicitation xyxy=(966,878,1286,1008)
award-text xyxy=(672,1436,1192,1556)
quote-icon: ❝ xyxy=(886,1654,919,1715)
rghs-text xyxy=(672,1060,872,1450)
drama-body: ಇವತ್ತು ನಾಡಿನಲ್ಲಿ ರಾಮ, ಕೃಷ್ಣನನ್ನು ಮುಂದಿಟ್ಟುಕೊಂಡು ರಾಜಕಾರಣ ಮಾಡಲಾಗುತ್ತಿದೆ. ರಾಜಕಾರಣಿಗಳು ವೈದಿಕ ಸಂಸ್ಕೃತಿಯವರು ಎಂದು ಕರ್ನಾಟಕ ನಾಟಕ ಅಕಾಡೆಮಿ ಅಧ್ಯಕ್ಷ ಡಾ.ಕೆ.ವಿ.ನಾಗರಾಜಮೂರ್ತಿ ಹೇಳಿದರು. ನಗರದ ರಂಗಾಯಣದಲ್ಲಿ ಆಯೋಜಿಸಿದ್ದ ನಾಟಕ ಪ್ರದರ್ಶನ ಕಾರ್ಯಕ್ರಮದಲ್ಲಿ ಮಾತನಾಡಿದರು. ಜನಪದ ರಂಗಭೂಮಿ ಜನರ ಬದುಕಿನ ಭಾಗವಾಗಿದೆ. xyxy=(672,1655,872,1788)
lead-quote-by: ಸಿದ್ದರಾಮಯ್ಯ, ಮುಖ್ಯಮಂತ್ರಿ xyxy=(786,872,887,885)
table-cell: ಟೆಂಡರ್ ಸಲ್ಲಿಸಲು ಕೊನೆಯ ದಿನಾಂಕ xyxy=(39,1675,167,1690)
ad-dept: ಹಿಂದೂ ಧಾರ್ಮಿಕ ಸಂಸ್ಥೆಗಳು ಮತ್ತು ಧರ್ಮಾದಾಯ ದತ್ತಿಗಳ ಇಲಾಖೆ xyxy=(80,1413,307,1447)
right-text xyxy=(966,480,1132,872)
table-row xyxy=(25,1705,324,1720)
blue-box-title: ಬೇಡಿಕೆ ಈಡೇರಿಸಲು ಸರ್ಕಾರ ಸಿದ್ಧ xyxy=(786,543,913,578)
table-cell: ದಿನಾಂಕ: 21.07.2025 xyxy=(167,1660,324,1675)
tender-advertisement xyxy=(18,1396,330,1976)
court2-case: ಸಿ.ಮಿಸ್.ನಂ.368/2025 xyxy=(526,1297,614,1307)
pink-quote-box xyxy=(780,742,940,1008)
blue-box xyxy=(780,536,940,732)
kirusuddi-label-b: ಸುದ್ದಿ xyxy=(128,110,163,135)
